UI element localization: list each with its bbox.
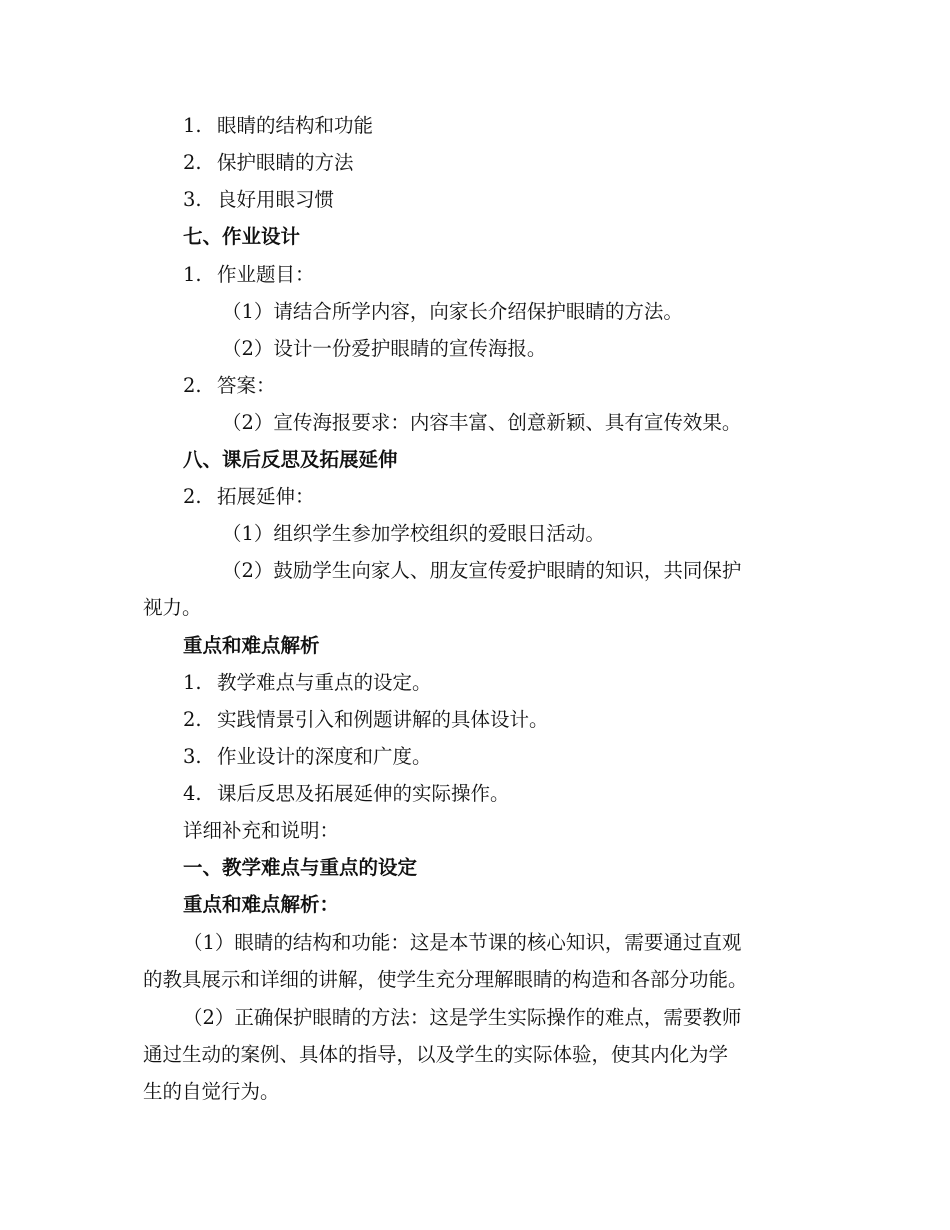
- section-heading: 七、作业设计: [183, 225, 301, 248]
- list-number: 3.: [183, 188, 202, 211]
- list-number: 1.: [183, 671, 202, 694]
- section-heading: 一、教学难点与重点的设定: [183, 856, 418, 879]
- paragraph-line: （1）眼睛的结构和功能：这是本节课的核心知识，需要通过直观: [183, 931, 742, 954]
- list-text: 作业设计的深度和广度。: [217, 745, 432, 768]
- list-text: 课后反思及拓展延伸的实际操作。: [217, 782, 510, 805]
- paragraph-line: （2）正确保护眼睛的方法：这是学生实际操作的难点，需要教师: [183, 1006, 742, 1029]
- section-heading: 重点和难点解析: [183, 634, 320, 657]
- list-text: 拓展延伸：: [217, 485, 315, 508]
- list-text: 作业题目：: [217, 263, 315, 286]
- list-text: 良好用眼习惯: [217, 188, 335, 211]
- paragraph-line: 视力。: [143, 596, 202, 619]
- list-item: [183, 186, 334, 214]
- list-number: 2.: [183, 151, 202, 174]
- list-text: 眼睛的结构和功能: [217, 114, 374, 137]
- list-number: 2.: [183, 708, 202, 731]
- list-text: 保护眼睛的方法: [217, 151, 354, 174]
- sub-heading: 重点和难点解析：: [183, 893, 340, 916]
- list-number: 2.: [183, 485, 202, 508]
- paragraph-line: （2）鼓励学生向家人、朋友宣传爱护眼睛的知识，共同保护: [222, 559, 742, 582]
- list-item: [183, 780, 510, 808]
- list-number: 1.: [183, 263, 202, 286]
- list-item: [183, 483, 315, 511]
- sub-item: （2）宣传海报要求：内容丰富、创意新颖、具有宣传效果。: [222, 411, 742, 434]
- list-item: [183, 706, 549, 734]
- section-heading: 八、课后反思及拓展延伸: [183, 448, 398, 471]
- list-item: [183, 112, 373, 140]
- paragraph-line: 通过生动的案例、具体的指导，以及学生的实际体验，使其内化为学: [143, 1043, 729, 1066]
- list-text: 教学难点与重点的设定。: [217, 671, 432, 694]
- sub-item: （1）请结合所学内容，向家长介绍保护眼睛的方法。: [222, 300, 683, 323]
- list-item: [183, 261, 315, 289]
- list-item: [183, 669, 432, 697]
- list-text: 答案：: [217, 374, 276, 397]
- list-text: 实践情景引入和例题讲解的具体设计。: [217, 708, 549, 731]
- paragraph-line: 详细补充和说明：: [183, 819, 340, 842]
- list-number: 4.: [183, 782, 202, 805]
- list-item: [183, 149, 354, 177]
- list-number: 3.: [183, 745, 202, 768]
- paragraph-line: 的教具展示和详细的讲解，使学生充分理解眼睛的构造和各部分功能。: [143, 968, 748, 991]
- sub-item: （2）设计一份爱护眼睛的宣传海报。: [222, 337, 547, 360]
- list-number: 2.: [183, 374, 202, 397]
- paragraph-line: 生的自觉行为。: [143, 1080, 280, 1103]
- list-item: [183, 372, 276, 400]
- list-item: [183, 743, 432, 771]
- sub-item: （1）组织学生参加学校组织的爱眼日活动。: [222, 522, 605, 545]
- list-number: 1.: [183, 114, 202, 137]
